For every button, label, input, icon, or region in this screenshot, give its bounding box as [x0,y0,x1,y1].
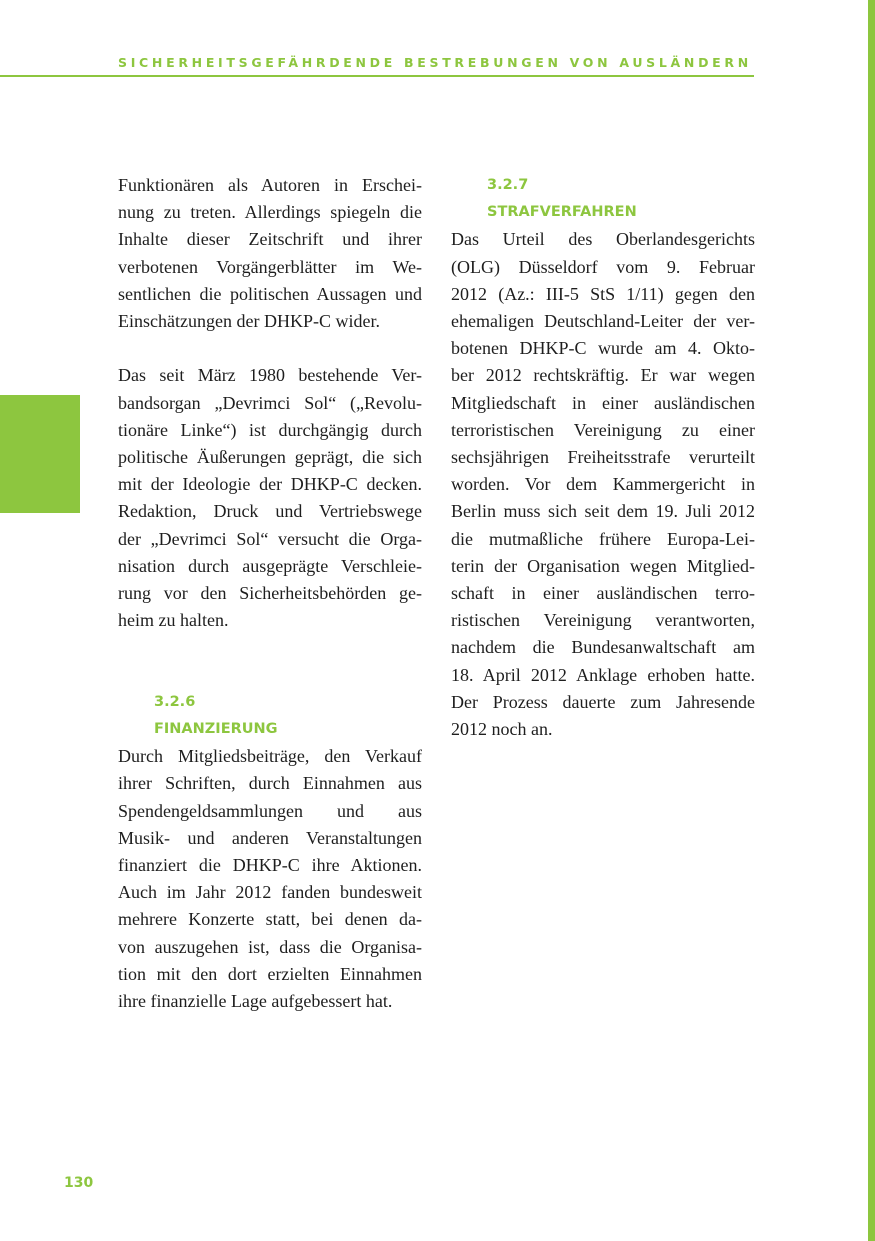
text-line: sechsjährigen Freiheitsstrafe verurteilt [451,447,755,468]
text-line: der „Devrimci Sol“ versucht die Orga- [118,528,422,549]
text-line: rung vor den Sicherheitsbehörden ge- [118,583,422,604]
right-column [451,172,755,743]
text-line: von auszugehen ist, dass die Organisa- [118,936,422,957]
text-line: sentlichen die politischen Aussagen und [118,283,422,304]
paragraph [118,743,422,1015]
text-line: nachdem die Bundesanwaltschaft am [451,637,755,658]
text-line: schaft in einer ausländischen terro- [451,583,755,604]
page-number: 130 [64,1175,94,1191]
text-line: bandsorgan „Devrimci Sol“ („Revolu- [118,392,422,413]
text-line: tionäre Linke“) ist durchgängig durch [118,419,422,440]
text-line: (OLG) Düsseldorf vom 9. Februar [451,256,755,277]
text-line: terin der Organisation wegen Mitglied- [451,555,755,576]
text-line: Auch im Jahr 2012 fanden bundesweit [118,882,422,903]
section-number: 3.2.6 [154,693,196,710]
text-line: Musik- und anderen Veranstaltungen [118,827,422,848]
text-line: mit der Ideologie der DHKP-C decken. [118,474,422,495]
text-line: 2012 noch an. [451,719,553,740]
paragraph [118,172,422,335]
text-line: tion mit den dort erzielten Einnahmen [118,963,422,984]
section-title: STRAFVERFAHREN [487,204,637,221]
text-line: nisation durch ausgeprägte Verschleie- [118,555,422,576]
chapter-tab [0,395,80,513]
text-line: finanziert die DHKP-C ihre Aktionen. [118,855,422,876]
paragraph [118,362,422,634]
text-line: nung zu treten. Allerdings spiegeln die [118,202,422,223]
text-line: Das Urteil des Oberlandesgerichts [451,229,755,250]
text-line: Durch Mitgliedsbeiträge, den Verkauf [118,746,422,767]
text-line: terroristischen Vereinigung zu einer [451,419,755,440]
text-line: verbotenen Vorgängerblätter im We- [118,256,422,277]
right-edge-bar [868,0,875,1241]
text-line: botenen DHKP-C wurde am 4. Okto- [451,338,755,359]
header-rule [0,75,754,77]
text-line: Einschätzungen der DHKP-C wider. [118,311,380,332]
text-line: Der Prozess dauerte zum Jahresende [451,691,755,712]
text-line: 2012 (Az.: III-5 StS 1/11) gegen den [451,283,755,304]
text-line: Berlin muss sich seit dem 19. Juli 2012 [451,501,755,522]
text-line: worden. Vor dem Kammergericht in [451,474,755,495]
section-title: FINANZIERUNG [154,721,278,738]
section-number: 3.2.7 [487,177,529,193]
text-line: ihrer Schriften, durch Einnahmen aus [118,773,422,794]
text-line: ehemaligen Deutschland-Leiter der ver- [451,311,755,332]
text-line: mehrere Konzerte statt, bei denen da- [118,909,422,930]
text-line: ihre finanzielle Lage aufgebessert hat. [118,991,393,1012]
text-line: Mitgliedschaft in einer ausländischen [451,392,755,413]
text-line: heim zu halten. [118,610,229,631]
text-line: 18. April 2012 Anklage erhoben hatte. [451,664,755,685]
left-column [118,172,422,1015]
text-line: Inhalte dieser Zeitschrift und ihrer [118,229,422,250]
text-line: Spendengeldsammlungen und aus [118,800,422,821]
text-line: Funktionären als Autoren in Erschei- [118,175,422,195]
text-line: ber 2012 rechtskräftig. Er war wegen [451,365,755,386]
running-header: SICHERHEITSGEFÄHRDENDE BESTREBUNGEN VON AUSLÄNDERN [118,55,752,70]
text-line: ristischen Vereinigung verantworten, [451,610,755,631]
text-line: die mutmaßliche frühere Europa-Lei- [451,528,755,549]
paragraph [451,226,755,743]
text-line: Das seit März 1980 bestehende Ver- [118,365,422,386]
text-line: politische Äußerungen geprägt, die sich [118,447,422,468]
text-line: Redaktion, Druck und Vertriebswege [118,501,422,522]
